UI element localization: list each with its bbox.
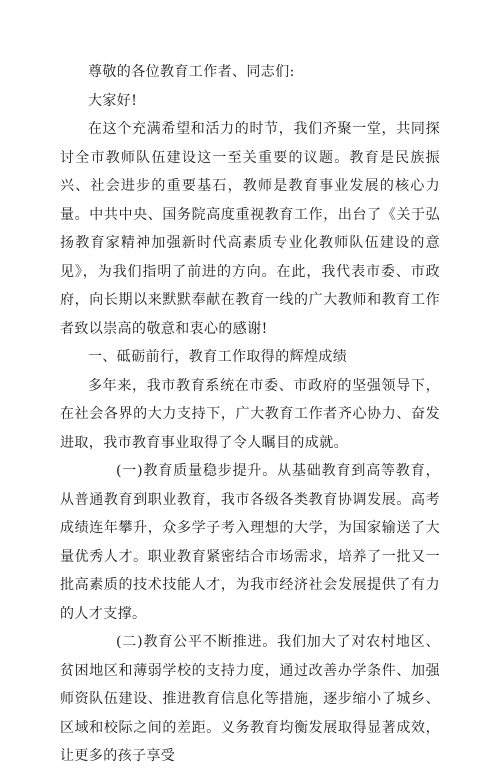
speech-body — [60, 58, 440, 771]
paragraph-education-equity: (二)教育公平不断推进。我们加大了对农村地区、贫困地区和薄弱学校的支持力度，通过改善办学条件、加强师资队伍建设、推进教育信息化等措施，逐步缩小了城乡、区域和校际之间的差距。义务教育均衡发展取得显著成效，让更多的孩子享受 — [60, 634, 440, 764]
greeting: 大家好! — [88, 92, 138, 109]
salutation: 尊敬的各位教育工作者、同志们: — [88, 64, 295, 80]
paragraph-intro: 在这个充满希望和活力的时节，我们齐聚一堂，共同探讨全市教师队伍建设这一至关重要的议题。教育是民族振兴、社会进步的重要基石，教师是教育事业发展的核心力量。中共中央、国务院高度重视教育工作，出台了《关于弘扬教育家精神加强新时代高素质专业化教师队伍建设的意见》，为我们指明了前进的方向。在此，我代表市委、市政府，向长期以来默默奉献在教育一线的广大教师和教育工作者致以崇高的敬意和衷心的感谢! — [60, 121, 440, 337]
paragraph-education-quality: (一)教育质量稳步提升。从基础教育到高等教育，从普通教育到职业教育，我市各级各类教育协调发展。高考成绩连年攀升，众多学子考入理想的大学，为国家输送了大量优秀人才。职业教育紧密结合市场需求，培养了一批又一批高素质的技术技能人才，为我市经济社会发展提供了有力的人才支撑。 — [60, 463, 440, 622]
paragraph-section-intro: 多年来，我市教育系统在市委、市政府的坚强领导下，在社会各界的大力支持下，广大教育工作者齐心协力、奋发进取，我市教育事业取得了令人瞩目的成就。 — [60, 377, 440, 451]
section-heading: 一、砥砺前行，教育工作取得的辉煌成绩 — [88, 349, 348, 365]
